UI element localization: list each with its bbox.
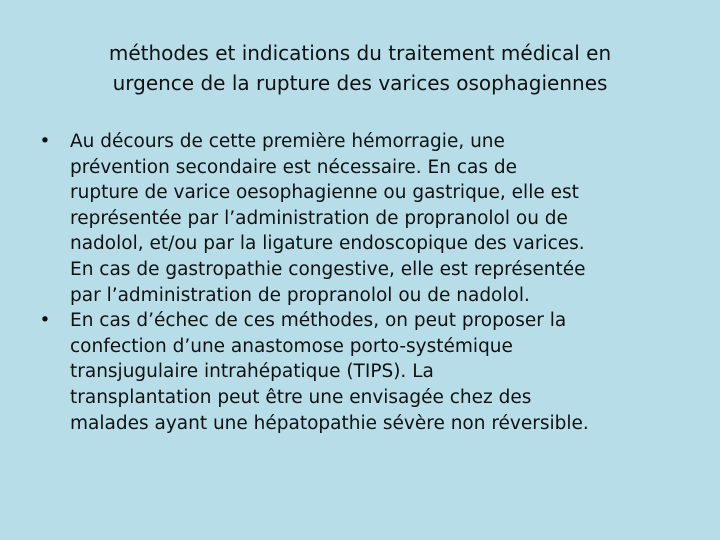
bullet-item	[38, 308, 698, 436]
bullet-icon: •	[39, 131, 51, 152]
slide-title-line: méthodes et indications du traitement médical en	[108, 41, 612, 65]
bullet-text-line: En cas d’échec de ces méthodes, on peut proposer la	[70, 310, 567, 332]
bullet-text-line: confection d’une anastomose porto-systémique	[70, 335, 513, 357]
bullet-text-line: transjugulaire intrahépatique (TIPS). La	[70, 361, 434, 383]
bullet-text-line: prévention secondaire est nécessaire. En cas de	[70, 156, 517, 178]
bullet-item	[38, 129, 698, 308]
bullet-text-line: rupture de varice oesophagienne ou gastrique, elle est	[70, 182, 579, 204]
slide-body	[38, 129, 698, 436]
bullet-text-line: malades ayant une hépatopathie sévère non réversible.	[70, 412, 589, 434]
bullet-icon: •	[39, 310, 51, 332]
slide-title	[40, 38, 680, 98]
bullet-text-line: représentée par l’administration de propranolol ou de	[70, 207, 568, 229]
bullet-text-line: En cas de gastropathie congestive, elle est représentée	[70, 258, 586, 280]
bullet-text-line: transplantation peut être une envisagée chez des	[70, 386, 532, 408]
bullet-text-line: Au décours de cette première hémorragie, une	[70, 131, 505, 152]
slide-title-line: urgence de la rupture des varices osophagiennes	[112, 71, 608, 95]
bullet-text-line: par l’administration de propranolol ou de nadolol.	[70, 284, 530, 306]
bullet-text-line: nadolol, et/ou par la ligature endoscopique des varices.	[70, 233, 585, 255]
